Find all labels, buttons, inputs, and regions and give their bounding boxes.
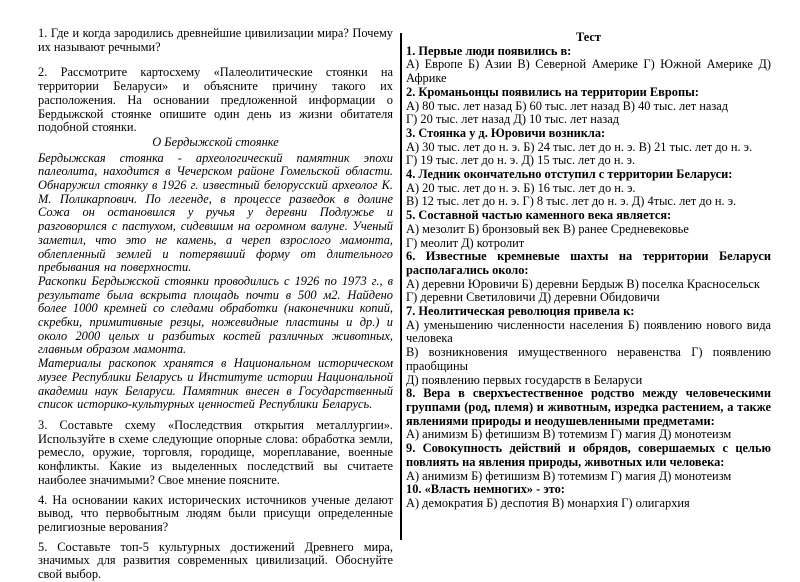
test-question-5 [406, 209, 771, 250]
question-text: 1. Первые люди появились в: [406, 43, 572, 58]
answer-line: А) уменьшению численности населения Б) появлению нового вида человека [406, 317, 771, 346]
answer-line: Г) 20 тыс. лет назад Д) 10 тыс. лет назад [406, 112, 620, 127]
passage-paragraph-2: Раскопки Бердыжской стоянки проводились с 1926 по 1973 г., в результате была вскрыта площадь почти в 500 м2. Найдено более 1000 кремней со следами обработки (наконечники копий, скребки, примитивные резцы, ножевидные пластины и др.) и около 2000 целых и разбитых костей различных животных, главным образом мамонта. [38, 273, 393, 357]
answer-line: А) деревни Юровичи Б) деревни Бердыж В) поселка Красносельск [406, 276, 760, 291]
task-item-4: 4. На основании каких исторических источников ученые делают вывод, что первобытным людям были присущи определенные религиозные верования? [38, 492, 393, 534]
question-text: 5. Составной частью каменного века является: [406, 208, 672, 223]
question-text: 10. «Власть немногих» - это: [406, 482, 565, 497]
task-item-3: 3. Составьте схему «Последствия открытия металлургии». Используйте в схеме следующие опорные слова: обработка земли, ремесло, оружие, торговля, городище, мореплавание, военные конфликты. Какие из выделенных последствий вы считаете наиболее значимыми? Свое мнение поясните. [38, 417, 393, 487]
test-question-9 [406, 442, 771, 483]
answer-line: Г) деревни Светиловичи Д) деревни Обидовичи [406, 290, 660, 305]
answer-line: А) анимизм Б) фетишизм В) тотемизм Г) магия Д) монотеизм [406, 427, 732, 442]
answer-line: А) мезолит Б) бронзовый век В) ранее Средневековье [406, 221, 689, 236]
answer-line: А) 80 тыс. лет назад Б) 60 тыс. лет назад В) 40 тыс. лет назад [406, 98, 729, 113]
answer-line: В) возникновения имущественного неравенства Г) появлению праобщины [406, 345, 771, 373]
passage-paragraph-1: Бердыжская стоянка - археологический памятник эпохи палеолита, находится в Чечерском районе Гомельской области. Обнаружил стоянку в 1926 г. известный белорусский археолог К. М. Поликарпович. По легенде, в процессе разведок в долине Сожа он остановился у ручья у деревни Подлужье и разговорился с пастухом, сидевшим на огромном валуне. Ученый заметил, что это не камень, а череп взрослого мамонта, облепленный землей и потерявший форму от длительного пребывания на поверхности. [38, 150, 393, 275]
test-question-8 [406, 387, 771, 442]
answer-line: В) 12 тыс. лет до н. э. Г) 8 тыс. лет до н. э. Д) 4тыс. лет до н. э. [406, 194, 737, 209]
test-title: Тест [575, 30, 602, 44]
answer-line: Г) 19 тыс. лет до н. э. Д) 15 тыс. лет до н. э. [406, 153, 636, 168]
question-text: 9. Совокупность действий и обрядов, совершаемых с целью повлиять на явления природы, животных или человека: [406, 441, 771, 469]
question-text: 8. Вера в сверхъестественное родство между человеческими группами (род, племя) и животным, изредка растением, а также явлениями природы и неодушевленными предметами: [406, 386, 771, 428]
question-text: 6. Известные кремневые шахты на территории Беларуси располагались около: [406, 249, 771, 277]
passage-berdyzh [38, 136, 393, 412]
test-question-4 [406, 168, 771, 209]
test-column [406, 31, 771, 511]
answer-line: А) 30 тыс. лет до н. э. Б) 24 тыс. лет до н. э. В) 21 тыс. лет до н. э. [406, 139, 753, 154]
test-question-10 [406, 483, 771, 510]
answer-line: Г) меолит Д) котролит [406, 235, 525, 250]
answer-line: Д) появлению первых государств в Беларуси [406, 372, 643, 387]
answer-line: А) демократия Б) деспотия В) монархия Г) олигархия [406, 495, 690, 510]
test-question-2 [406, 86, 771, 127]
passage-title: О Бердыжской стоянке [152, 134, 279, 149]
column-divider [400, 33, 402, 540]
passage-paragraph-3: Материалы раскопок хранятся в Национальном историческом музее Республики Беларусь и Институте истории Национальной академии наук Беларуси. Памятник внесен в Государственный список историко-культурных ценностей Республики Беларусь. [38, 356, 393, 412]
question-text: 2. Кроманьонцы появились на территории Европы: [406, 84, 699, 99]
task-item-2: 2. Рассмотрите картосхему «Палеолитические стоянки на территории Беларуси» и объясните причину такого их расположения. На основании предложенной информации о Бердыжской стоянке опишите один день из жизни обитателя подобной стоянки. [38, 65, 393, 135]
test-question-6 [406, 250, 771, 305]
question-text: 4. Ледник окончательно отступил с территории Беларуси: [406, 167, 733, 182]
question-text: 3. Стоянка у д. Юровичи возникла: [406, 125, 606, 140]
task-item-1: 1. Где и когда зародились древнейшие цивилизации мира? Почему их называют речными? [38, 26, 393, 54]
test-question-3 [406, 127, 771, 168]
test-question-1 [406, 45, 771, 86]
answer-line: А) Европе Б) Азии В) Северной Америке Г) Южной Америке Д) Африке [406, 57, 771, 86]
answer-line: А) анимизм Б) фетишизм В) тотемизм Г) магия Д) монотеизм [406, 468, 732, 483]
question-text: 7. Неолитическая революция привела к: [406, 304, 635, 319]
test-question-7 [406, 305, 771, 387]
answer-line: А) 20 тыс. лет до н. э. Б) 16 тыс. лет до н. э. [406, 180, 636, 195]
tasks-column [38, 27, 393, 582]
task-item-5: 5. Составьте топ-5 культурных достижений Древнего мира, значимых для развития современных цивилизаций. Обоснуйте свой выбор. [38, 539, 393, 582]
